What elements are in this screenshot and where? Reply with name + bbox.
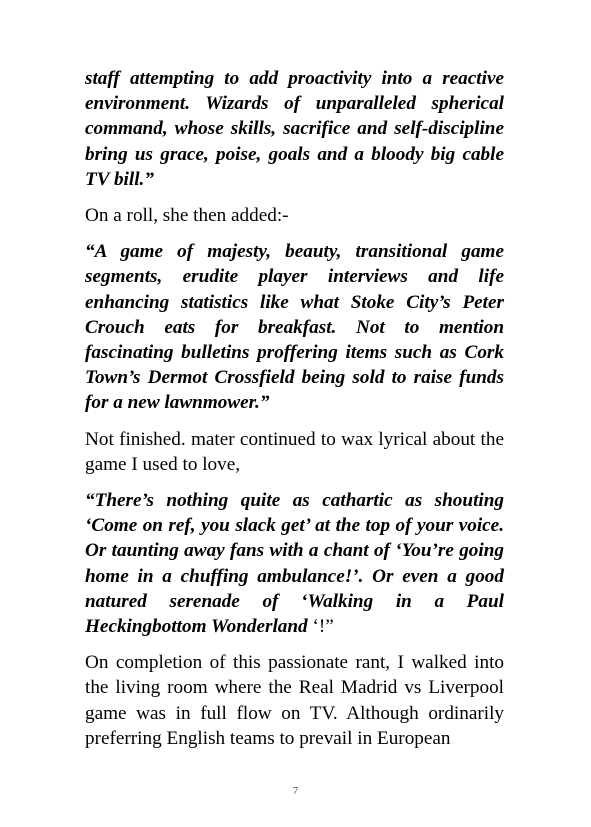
quote-paragraph-1: staff attempting to add proactivity into a reactive environment. Wizards of unparalleled spherical command, whose skills, sacrifice and self-discipline bring us grace, poise, goals and a bloody big cable TV bill.” [85,68,504,190]
document-body [85,66,504,762]
page-number: 7 [292,785,299,797]
narrative-paragraph-3: On completion of this passionate rant, I walked into the living room where the Real Madrid vs Liverpool game was in full flow on TV. Although ordinarily preferring English teams to prevail in European [85,652,504,749]
quote-paragraph-3 [85,488,504,639]
quote-paragraph-2: “A game of majesty, beauty, transitional game segments, erudite player interviews and life enhancing statistics like what Stoke City’s Peter Crouch eats for breakfast. Not to mention fascinating bulletins proffering items such as Cork Town’s Dermot Crossfield being sold to raise funds for a new lawnmower.” [85,241,504,414]
narrative-paragraph-1: On a roll, she then added:- [85,205,289,227]
quote-paragraph-3-text: “There’s nothing quite as cathartic as shouting ‘Come on ref, you slack get’ at the top of your voice. Or taunting away fans with a chant of ‘You’re going home in a chuffing ambulance!’. Or even a good natured serenade of ‘Walking in a Paul Heckingbottom Wonderland [85,490,504,638]
quote-paragraph-3-tail: ‘!” [312,616,334,638]
narrative-paragraph-2: Not finished. mater continued to wax lyrical about the game I used to love, [85,428,504,475]
